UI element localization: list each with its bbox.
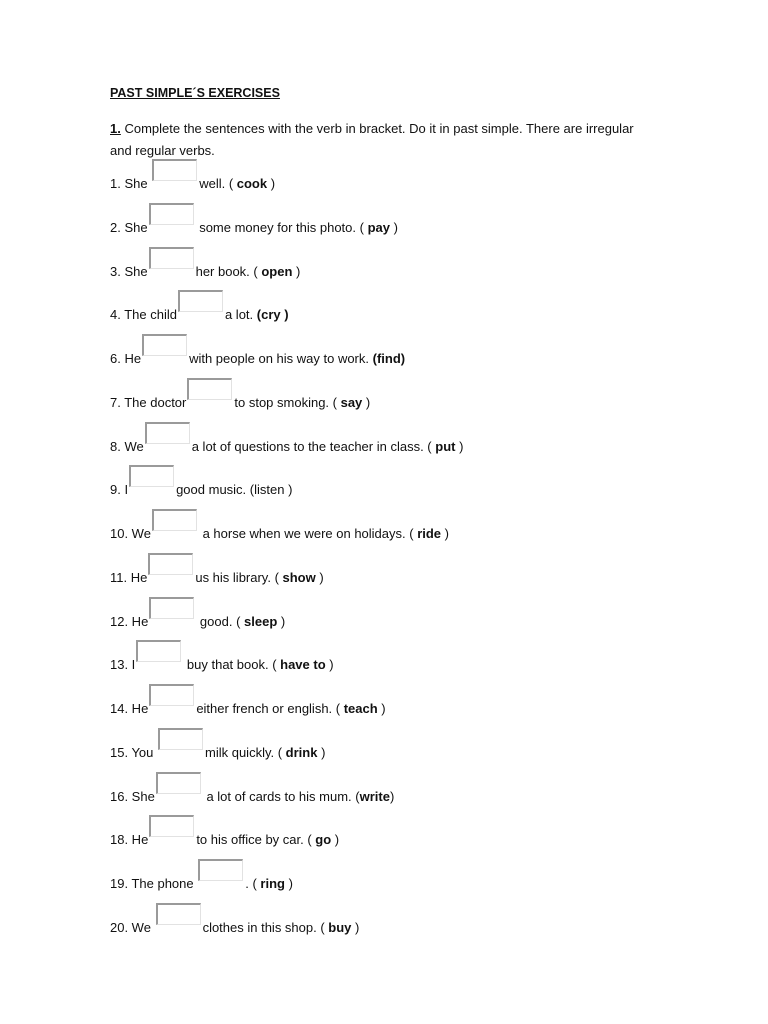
exercise-number: 1. [110,121,121,136]
exercise-item [110,909,463,953]
answer-input[interactable] [152,509,197,531]
sentence-end: a horse when we were on holidays. ( [198,526,418,541]
verb-hint: pay [367,219,390,235]
verb-hint: write [359,788,390,804]
sentence-start: 2. She [110,219,148,235]
sentence-start: 12. He [110,613,149,629]
sentence-start: 7. The doctor [110,394,187,410]
bracket-close: ) [441,526,449,541]
sentence-end: clothes in this shop. ( [202,919,329,935]
verb-hint: open [261,263,293,279]
instruction [110,118,650,162]
page-title: PAST SIMPLE´S EXERCISES [110,86,280,100]
answer-input[interactable] [148,553,193,575]
bracket-close: ) [389,219,398,235]
answer-input[interactable] [187,378,232,400]
sentence-end: well. ( [199,176,237,191]
verb-hint: drink [285,744,318,760]
sentence-start: 11. He [110,569,148,585]
verb-hint: ride [417,526,442,541]
bracket-close: ) [377,701,386,716]
answer-input[interactable] [149,203,194,225]
answer-input[interactable] [152,159,197,181]
sentence-end: either french or english. ( [196,701,344,716]
sentence-end: with people on his way to work. [189,351,373,366]
exercise-list [110,165,463,953]
answer-input[interactable] [156,772,201,794]
answer-input[interactable] [136,640,181,662]
sentence-start: 15. You [110,744,157,760]
verb-hint: teach [343,701,378,716]
bracket-close: ) [292,263,301,279]
answer-input[interactable] [158,728,203,750]
sentence-start: 3. She [110,263,148,279]
sentence-start: 13. I [110,657,136,673]
verb-hint: sleep [244,613,278,629]
sentence-start: 16. She [110,788,155,804]
sentence-end: milk quickly. ( [205,744,286,760]
bracket-close: ) [455,438,464,454]
sentence-start: 19. The phone [110,876,198,891]
bracket-close: ) [277,613,286,629]
sentence-start: 20. We [110,919,155,935]
answer-input[interactable] [149,815,194,837]
sentence-start: 10. We [110,526,151,541]
sentence-end: a lot. [224,307,257,323]
sentence-end: us his library. ( [195,569,283,585]
verb-hint: cook [236,176,268,191]
bracket-close: ) [389,788,395,804]
bracket-close: ) [267,176,276,191]
sentence-end: good music. (listen ) [176,482,293,498]
sentence-end: to stop smoking. ( [234,394,341,410]
sentence-end: . ( [245,876,261,891]
verb-hint: go [315,832,332,848]
answer-input[interactable] [149,597,194,619]
sentence-start: 18. He [110,832,149,848]
sentence-end: a lot of questions to the teacher in class. ( [191,438,436,454]
sentence-start: 4. The child [110,307,177,323]
verb-hint: have to [280,657,326,673]
verb-hint: (find) [372,351,406,366]
sentence-end: to his office by car. ( [196,832,316,848]
answer-input[interactable] [145,422,190,444]
sentence-end: her book. ( [195,263,262,279]
bracket-close: ) [317,744,326,760]
exercise-item [110,340,463,384]
bracket-close: ) [325,657,334,673]
answer-input[interactable] [149,247,194,269]
answer-input[interactable] [142,334,187,356]
exercise-item [110,821,463,865]
bracket-close: ) [315,569,324,585]
exercise-item [110,253,463,297]
sentence-end: a lot of cards to his mum. ( [202,788,360,804]
answer-input[interactable] [129,465,174,487]
answer-input[interactable] [198,859,243,881]
sentence-end: buy that book. ( [183,657,281,673]
sentence-start: 1. She [110,176,152,191]
sentence-start: 14. He [110,701,149,716]
bracket-close: ) [284,876,293,891]
verb-hint: ring [260,876,285,891]
bracket-close: ) [362,394,371,410]
verb-hint: put [435,438,456,454]
answer-input[interactable] [149,684,194,706]
verb-hint: buy [328,919,352,935]
answer-input[interactable] [178,290,223,312]
bracket-close: ) [331,832,340,848]
verb-hint: show [282,569,316,585]
verb-hint: (cry ) [256,307,289,323]
sentence-end: some money for this photo. ( [195,219,368,235]
bracket-close: ) [351,919,360,935]
sentence-start: 6. He [110,351,142,366]
answer-input[interactable] [156,903,201,925]
sentence-start: 8. We [110,438,144,454]
verb-hint: say [340,394,363,410]
sentence-end: good. ( [196,613,245,629]
instruction-text: Complete the sentences with the verb in bracket. Do it in past simple. There are irregular and regular verbs. [110,121,634,158]
sentence-start: 9. I [110,482,129,498]
